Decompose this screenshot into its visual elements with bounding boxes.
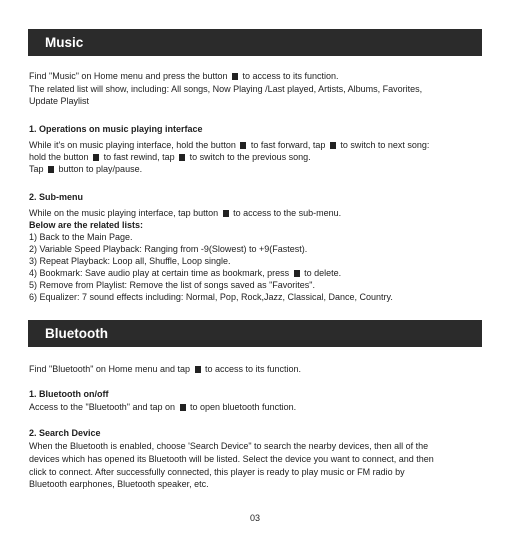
submenu-item-4: 4) Bookmark: Save audio play at certain time as bookmark, press to delete. <box>29 268 342 278</box>
menu-button-icon <box>195 366 201 373</box>
music-intro-line-1: Find "Music" on Home menu and press the button to access to its function. <box>29 71 339 81</box>
submenu-item-5: 5) Remove from Playlist: Remove the list of songs saved as "Favorites". <box>29 280 315 290</box>
search-device-line-3: click to connect. After successfully connected, this player is ready to play music or FM radio by <box>29 467 405 477</box>
next-button-icon <box>330 142 336 149</box>
m-button-icon <box>294 270 300 277</box>
submenu-item-1: 1) Back to the Main Page. <box>29 232 133 242</box>
music-operations-line-2: hold the button to fast rewind, tap to switch to the previous song. <box>29 152 311 162</box>
bluetooth-onoff-text: Access to the "Bluetooth" and tap on to open bluetooth function. <box>29 402 297 412</box>
search-device-heading: 2. Search Device <box>29 428 101 438</box>
prev-button-icon <box>179 154 185 161</box>
search-device-line-4: Bluetooth earphones, Bluetooth speaker, etc. <box>29 479 209 489</box>
submenu-item-3: 3) Repeat Playback: Loop all, Shuffle, Loop single. <box>29 256 231 266</box>
submenu-intro: While on the music playing interface, tap button to access to the sub-menu. <box>29 208 342 218</box>
submenu-item-6: 6) Equalizer: 7 sound effects including: Normal, Pop, Rock,Jazz, Classical, Dance, Country. <box>29 292 393 302</box>
music-intro-line-3: Update Playlist <box>29 96 90 106</box>
prev-button-icon <box>93 154 99 161</box>
menu-button-icon <box>232 73 238 80</box>
music-operations-line-1: While it's on music playing interface, hold the button to fast forward, tap to switch to next song: <box>29 140 430 150</box>
page-number: 03 <box>249 513 260 523</box>
submenu-related-lists: Below are the related lists: <box>29 220 144 230</box>
music-operations-heading: 1. Operations on music playing interface <box>29 124 203 134</box>
search-device-line-1: When the Bluetooth is enabled, choose 'Search Device" to search the nearby devices, then all of the <box>29 441 429 451</box>
submenu-item-2: 2) Variable Speed Playback: Ranging from -9(Slowest) to +9(Fastest). <box>29 244 308 254</box>
play-pause-button-icon <box>48 166 54 173</box>
m-button-icon <box>223 210 229 217</box>
menu-button-icon <box>180 404 186 411</box>
next-button-icon <box>240 142 246 149</box>
bluetooth-intro: Find "Bluetooth" on Home menu and tap to access to its function. <box>29 364 302 374</box>
music-operations-line-3: Tap button to play/pause. <box>29 164 143 174</box>
search-device-line-2: devices which has opened its Bluetooth will be listed. Select the device you want to connect, and then <box>29 454 434 464</box>
bluetooth-section-header: Bluetooth <box>28 320 482 347</box>
submenu-heading: 2. Sub-menu <box>29 192 84 202</box>
music-intro-line-2: The related list will show, including: All songs, Now Playing /Last played, Artists, Albums, Favorites, <box>29 84 423 94</box>
bluetooth-onoff-heading: 1. Bluetooth on/off <box>29 389 109 399</box>
music-section-header: Music <box>28 29 482 56</box>
